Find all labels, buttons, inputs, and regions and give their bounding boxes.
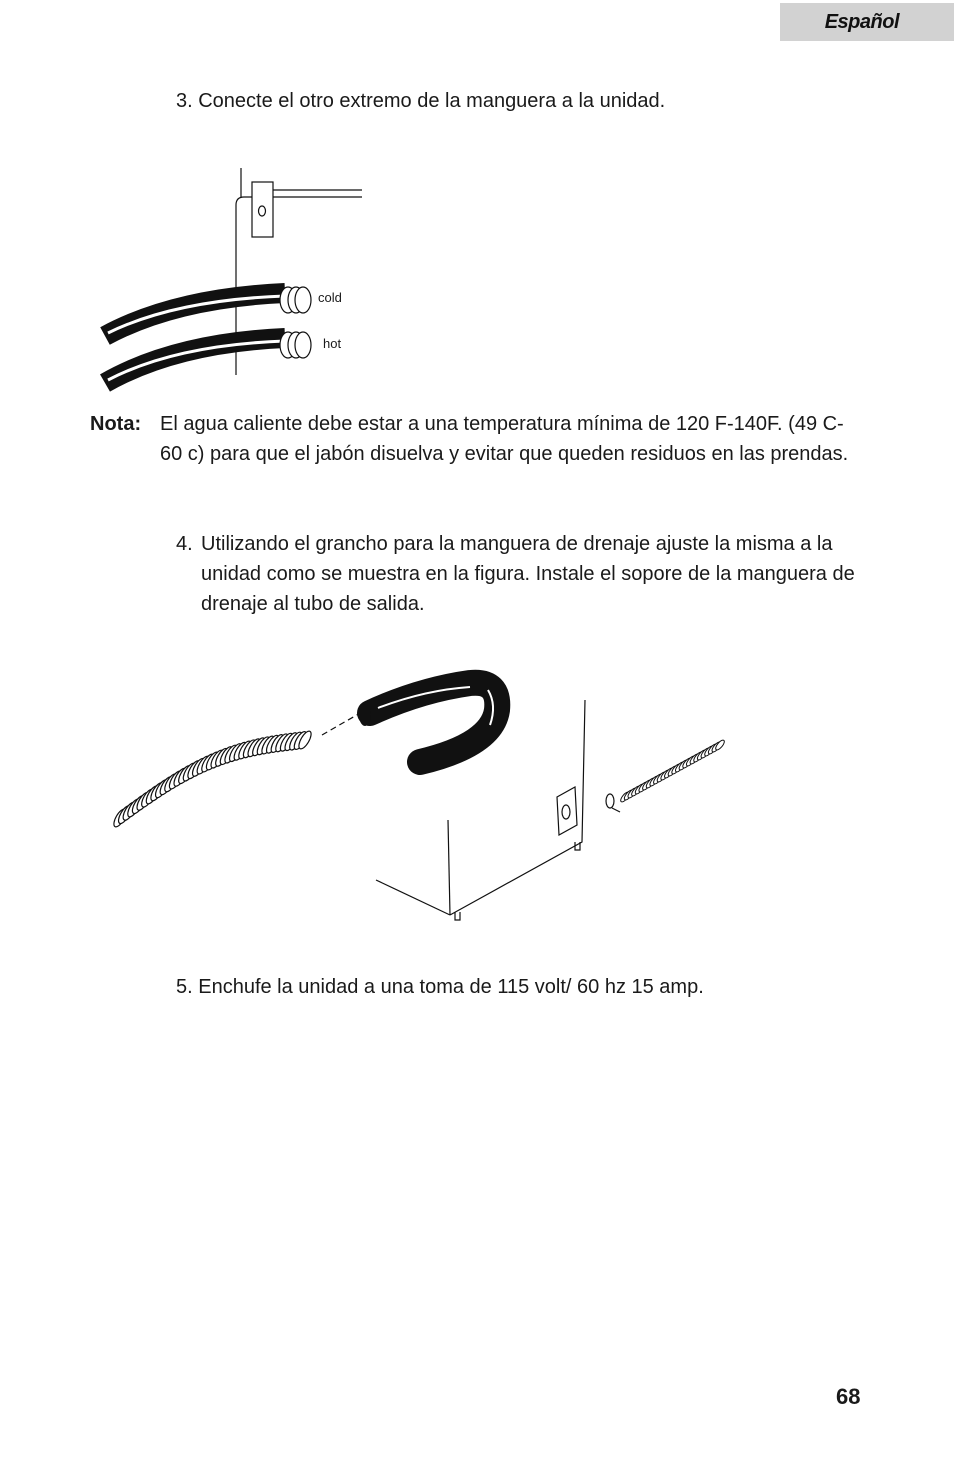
hot-hose-label: hot [323,336,342,351]
step-3-text: 3. Conecte el otro extremo de la manguera a la unidad. [176,90,666,112]
language-tab [780,3,954,41]
language-label: Español [824,11,899,33]
note-text: El agua caliente debe estar a una temperatura mínima de 120 F-140F. (49 C- 60 c) para que el jabón disuelva y evitar que queden residuos en las prendas. [160,413,849,465]
page-number: 68 [836,1384,861,1409]
step-4-text: Utilizando el grancho para la manguera de drenaje ajuste la misma a la unidad como se muestra en la figura. Instale el sopore de la manguera de drenaje al tubo de salida. [201,533,855,615]
step-4-number: 4. [176,533,193,555]
cold-hose-label: cold [318,290,342,305]
note-label: Nota: [90,413,142,435]
step-5-text: 5. Enchufe la unidad a una toma de 115 volt/ 60 hz 15 amp. [176,976,704,998]
